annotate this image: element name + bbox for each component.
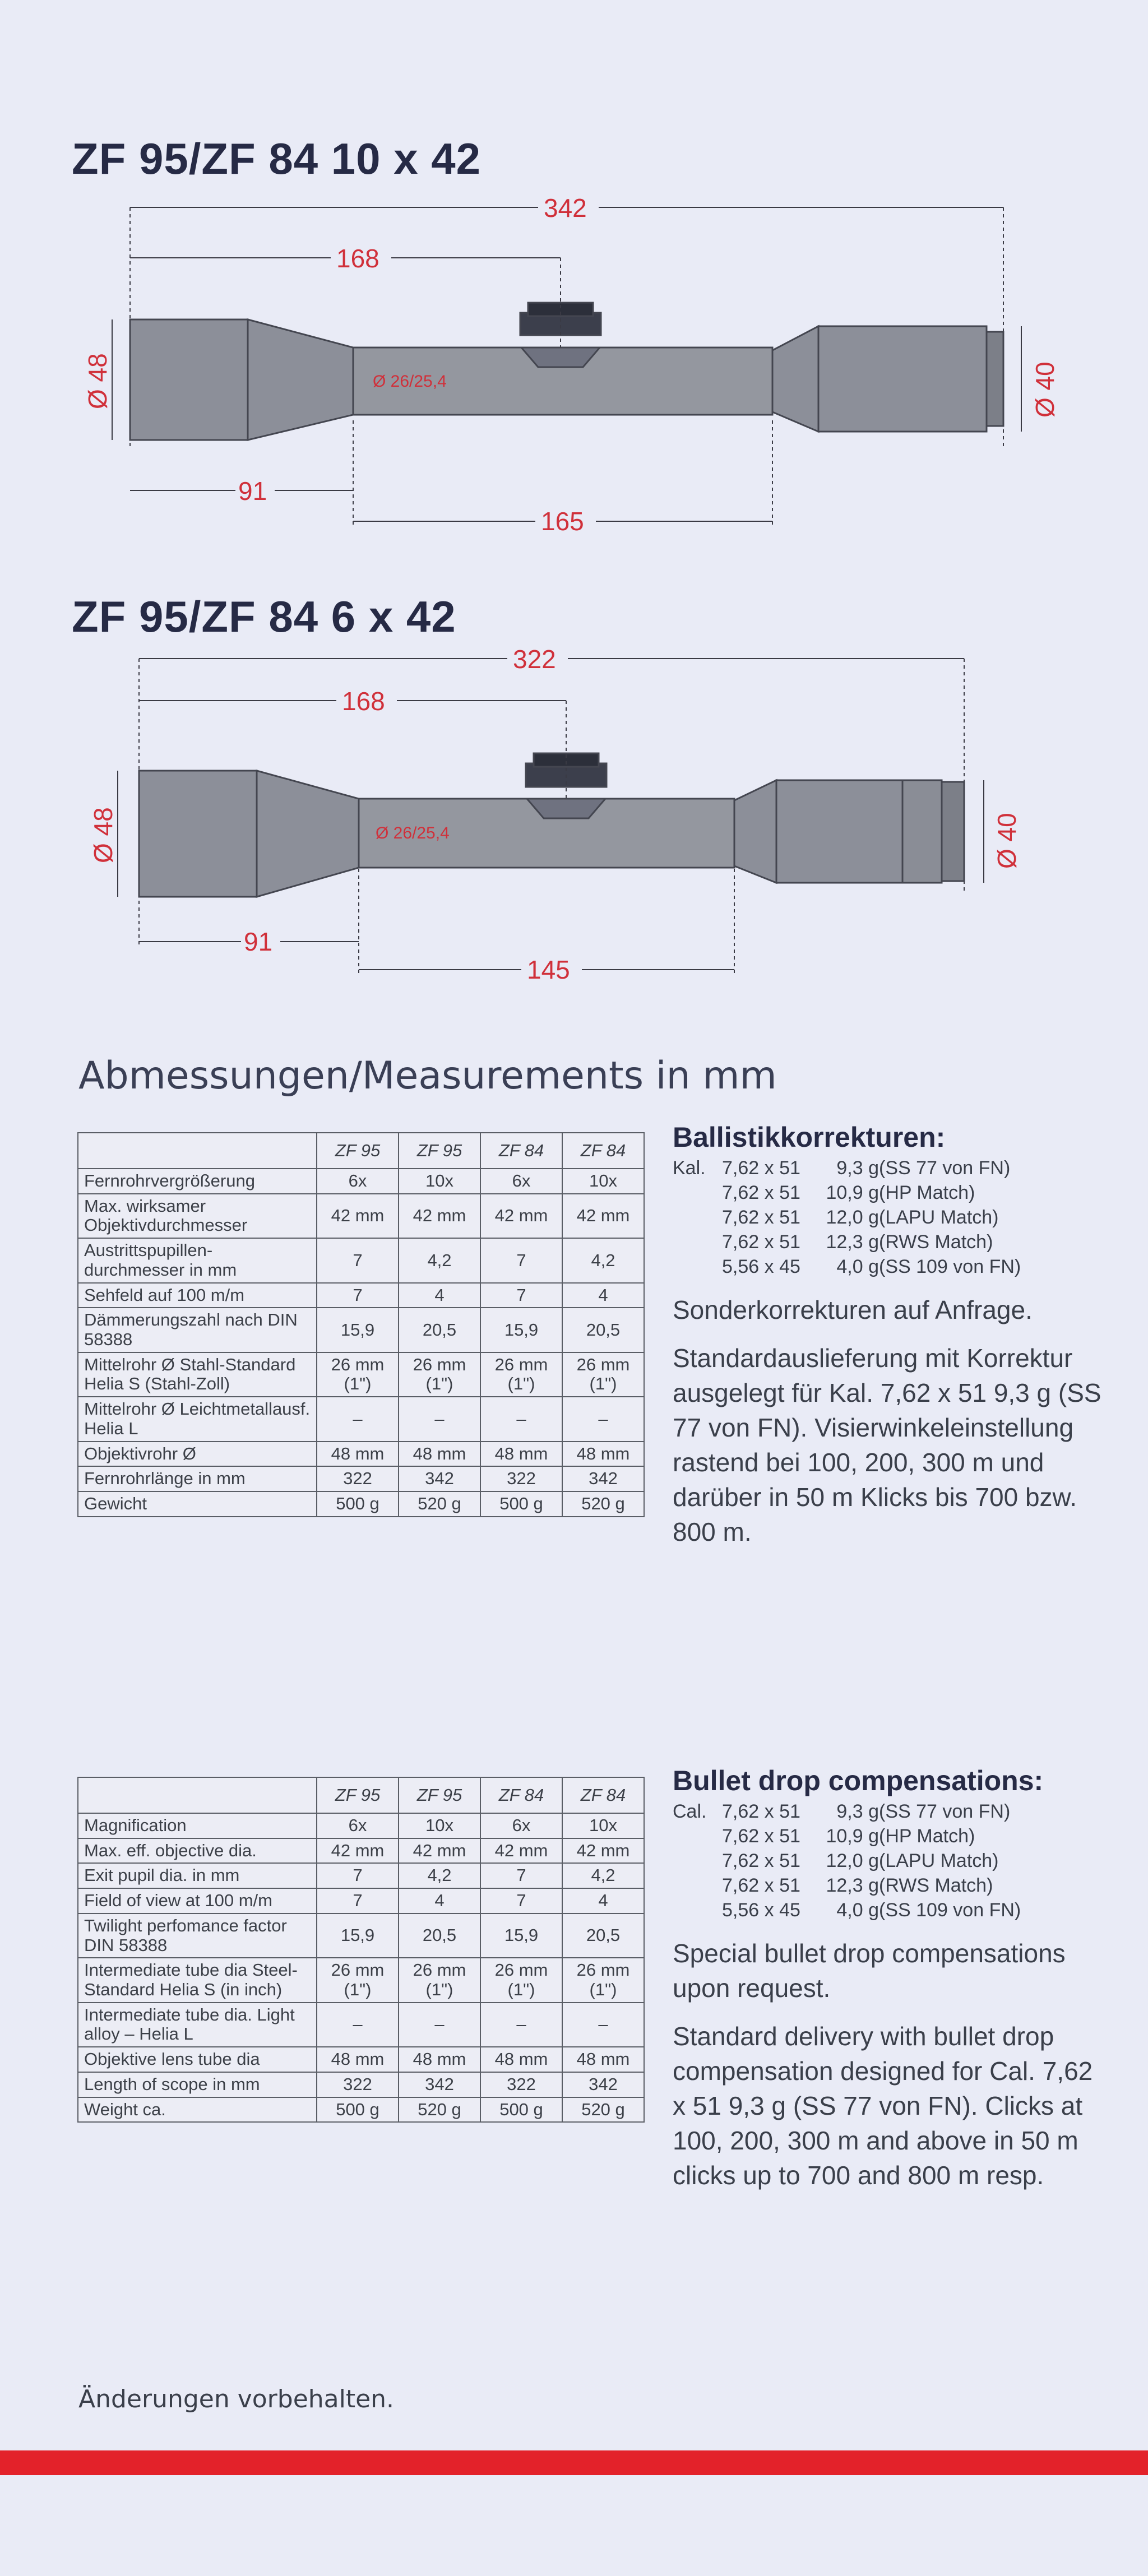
- table-row: [78, 1863, 644, 1888]
- ballistic-row: [673, 1799, 1110, 1824]
- table-row: [78, 1283, 644, 1308]
- caliber: 5,56 x 45: [722, 1899, 800, 1921]
- ammunition: (RWS Match): [879, 1875, 993, 1896]
- row-value: 26 mm (1"): [562, 1958, 644, 2002]
- ballistics-de: [673, 1121, 1110, 1549]
- row-value: 48 mm: [317, 1442, 399, 1467]
- dim-tube-length: 145: [527, 955, 570, 984]
- row-value: 48 mm: [399, 2047, 480, 2072]
- row-label: Max. eff. objective dia.: [78, 1838, 317, 1864]
- row-label: Intermediate tube dia. Light alloy – Helia L: [78, 2003, 317, 2047]
- row-value: –: [562, 2003, 644, 2047]
- column-header: ZF 84: [480, 1133, 562, 1169]
- bullet-weight: 9,3 g: [836, 1801, 879, 1822]
- row-value: 7: [317, 1863, 399, 1888]
- row-value: 6x: [317, 1169, 399, 1194]
- row-value: 4: [399, 1888, 480, 1914]
- table-row: [78, 2097, 644, 2123]
- ammunition: (HP Match): [879, 1182, 975, 1203]
- bullet-weight: 10,9 g: [826, 1826, 879, 1847]
- ballistic-row: [673, 1205, 1110, 1230]
- row-value: 10x: [399, 1813, 480, 1838]
- caliber: 7,62 x 51: [722, 1207, 800, 1228]
- row-value: 520 g: [562, 2097, 644, 2123]
- bullet-weight: 4,0 g: [836, 1256, 879, 1277]
- row-value: 26 mm (1"): [480, 1958, 562, 2002]
- caliber-prefix-spacer: [673, 1824, 722, 1848]
- table-row: [78, 1914, 644, 1958]
- scope-diagram-6x42: [0, 633, 1148, 992]
- table-row: [78, 1194, 644, 1238]
- row-value: 4,2: [399, 1863, 480, 1888]
- row-value: 322: [317, 2072, 399, 2097]
- ballistics-de-title: Ballistikkorrekturen:: [673, 1122, 946, 1153]
- row-label: Length of scope in mm: [78, 2072, 317, 2097]
- bullet-weight: 12,3 g: [826, 1875, 879, 1896]
- row-label: Field of view at 100 m/m: [78, 1888, 317, 1914]
- scope-diagram-10x42: [0, 185, 1148, 544]
- row-value: 342: [562, 1466, 644, 1491]
- caliber-prefix: Cal.: [673, 1801, 707, 1822]
- bullet-weight: 12,0 g: [826, 1850, 879, 1871]
- row-value: 42 mm: [317, 1194, 399, 1238]
- row-label: Twilight perfomance factor DIN 58388: [78, 1914, 317, 1958]
- measurements-heading: Abmessungen/Measurements in mm: [78, 1054, 777, 1098]
- row-value: –: [562, 1397, 644, 1441]
- row-value: 26 mm (1"): [480, 1352, 562, 1397]
- row-value: 4,2: [562, 1238, 644, 1282]
- ammunition: (LAPU Match): [879, 1207, 999, 1228]
- row-value: 500 g: [317, 2097, 399, 2123]
- ammunition: (SS 109 von FN): [879, 1899, 1021, 1921]
- dim-overall-length: 322: [513, 645, 556, 674]
- dim-objective-dia: Ø 48: [89, 807, 118, 863]
- row-value: 322: [317, 1466, 399, 1491]
- table-row: [78, 1169, 644, 1194]
- ballistic-row: [673, 1848, 1110, 1873]
- column-header: ZF 84: [562, 1777, 644, 1813]
- ballistic-row: [673, 1254, 1110, 1279]
- row-value: 10x: [399, 1169, 480, 1194]
- spec-table-en-body: [78, 1813, 644, 2122]
- row-value: 42 mm: [399, 1838, 480, 1864]
- ballistics-de-note: Sonderkorrekturen auf Anfrage.: [673, 1295, 1033, 1324]
- ballistic-row: [673, 1873, 1110, 1898]
- row-value: –: [317, 1397, 399, 1441]
- ballistics-de-standard: Standardauslieferung mit Korrektur ausgelegt für Kal. 7,62 x 51 9,3 g (SS 77 von FN). Visierwinkeleinstellung rastend bei 100, 200, 300 m und darüber in 50 m Klicks bis 700 bzw. 800 m.: [673, 1343, 1101, 1546]
- table-row: [78, 1491, 644, 1517]
- bullet-weight: 9,3 g: [836, 1157, 879, 1179]
- row-value: 26 mm (1"): [399, 1352, 480, 1397]
- row-value: –: [480, 1397, 562, 1441]
- row-value: 42 mm: [562, 1838, 644, 1864]
- row-value: 7: [317, 1888, 399, 1914]
- row-label: Fernrohrvergrößerung: [78, 1169, 317, 1194]
- row-label: Fernrohrlänge in mm: [78, 1466, 317, 1491]
- ammunition: (LAPU Match): [879, 1850, 999, 1871]
- row-value: 15,9: [317, 1914, 399, 1958]
- row-value: 4,2: [399, 1238, 480, 1282]
- row-value: 20,5: [562, 1914, 644, 1958]
- row-value: 4: [399, 1283, 480, 1308]
- row-value: 4: [562, 1283, 644, 1308]
- row-value: 42 mm: [562, 1194, 644, 1238]
- ballistic-row: [673, 1230, 1110, 1254]
- row-label: Gewicht: [78, 1491, 317, 1517]
- row-value: 6x: [317, 1813, 399, 1838]
- dim-objective-section: 91: [244, 927, 273, 956]
- row-value: 10x: [562, 1169, 644, 1194]
- column-header: ZF 95: [317, 1777, 399, 1813]
- table-row: [78, 1238, 644, 1282]
- row-value: 48 mm: [480, 1442, 562, 1467]
- scope-title-6x42: ZF 95/ZF 84 6 x 42: [72, 592, 456, 641]
- caliber-prefix-spacer: [673, 1230, 722, 1254]
- row-label: Objektive lens tube dia: [78, 2047, 317, 2072]
- row-value: 342: [399, 1466, 480, 1491]
- table-row: [78, 2003, 644, 2047]
- ballistic-row: [673, 1180, 1110, 1205]
- row-label: Austrittspupillen-durchmesser in mm: [78, 1238, 317, 1282]
- row-value: 15,9: [480, 1914, 562, 1958]
- row-label: Sehfeld auf 100 m/m: [78, 1283, 317, 1308]
- row-value: 42 mm: [399, 1194, 480, 1238]
- row-value: 500 g: [480, 2097, 562, 2123]
- ballistics-en-standard: Standard delivery with bullet drop compensation designed for Cal. 7,62 x 51 9,3 g (SS 77 von FN). Clicks at 100, 200, 300 m and above in 50 m clicks up to 700 and 800 m resp.: [673, 2022, 1093, 2190]
- corner-cell: [78, 1133, 317, 1169]
- row-value: 322: [480, 1466, 562, 1491]
- caliber-prefix-spacer: [673, 1205, 722, 1230]
- column-header: ZF 95: [399, 1133, 480, 1169]
- caliber-prefix-spacer: [673, 1848, 722, 1873]
- bullet-weight: 10,9 g: [826, 1182, 879, 1203]
- caliber-prefix: Kal.: [673, 1157, 706, 1179]
- row-value: 48 mm: [562, 1442, 644, 1467]
- row-value: 520 g: [399, 1491, 480, 1517]
- row-value: 48 mm: [399, 1442, 480, 1467]
- row-label: Max. wirksamer Objektivdurchmesser: [78, 1194, 317, 1238]
- table-row: [78, 1466, 644, 1491]
- column-header: ZF 84: [562, 1133, 644, 1169]
- ballistics-en-note: Special bullet drop compensations upon request.: [673, 1939, 1066, 2003]
- dim-to-turret: 168: [342, 687, 385, 716]
- ammunition: (HP Match): [879, 1826, 975, 1847]
- row-value: 520 g: [562, 1491, 644, 1517]
- dim-center-tube-dia: Ø 26/25,4: [373, 372, 447, 391]
- row-value: 7: [480, 1238, 562, 1282]
- bullet-weight: 12,0 g: [826, 1207, 879, 1228]
- corner-cell: [78, 1777, 317, 1813]
- row-value: 322: [480, 2072, 562, 2097]
- bullet-weight: 12,3 g: [826, 1231, 879, 1253]
- row-value: –: [317, 2003, 399, 2047]
- ammunition: (SS 77 von FN): [879, 1157, 1011, 1179]
- row-value: 7: [480, 1863, 562, 1888]
- row-value: 7: [480, 1283, 562, 1308]
- row-value: 15,9: [480, 1308, 562, 1352]
- dim-eyepiece-dia: Ø 40: [1030, 362, 1059, 418]
- caliber-prefix-spacer: [673, 1254, 722, 1279]
- dim-objective-section: 91: [238, 476, 267, 506]
- row-value: 7: [480, 1888, 562, 1914]
- row-label: Mittelrohr Ø Stahl-Standard Helia S (Stahl-Zoll): [78, 1352, 317, 1397]
- spec-table-de-body: [78, 1169, 644, 1517]
- row-value: 42 mm: [317, 1838, 399, 1864]
- table-row: [78, 1838, 644, 1864]
- table-row: [78, 1397, 644, 1441]
- dim-to-turret: 168: [336, 244, 379, 273]
- row-value: 48 mm: [317, 2047, 399, 2072]
- ammunition: (SS 77 von FN): [879, 1801, 1011, 1822]
- row-value: 7: [317, 1238, 399, 1282]
- spec-table-de: [77, 1132, 645, 1517]
- red-accent-bar: [0, 2450, 1148, 2475]
- ballistic-row: [673, 1824, 1110, 1848]
- column-header: ZF 84: [480, 1777, 562, 1813]
- dim-center-tube-dia: Ø 26/25,4: [376, 824, 450, 842]
- dim-objective-dia: Ø 48: [83, 353, 112, 409]
- bullet-weight: 4,0 g: [836, 1899, 879, 1921]
- caliber: 7,62 x 51: [722, 1231, 800, 1253]
- row-value: 500 g: [317, 1491, 399, 1517]
- row-value: –: [399, 1397, 480, 1441]
- dim-overall-length: 342: [544, 193, 587, 223]
- table-row: [78, 1308, 644, 1352]
- column-header: ZF 95: [317, 1133, 399, 1169]
- dim-tube-length: 165: [541, 507, 584, 536]
- row-value: 342: [562, 2072, 644, 2097]
- row-value: 15,9: [317, 1308, 399, 1352]
- row-label: Mittelrohr Ø Leichtmetallausf. Helia L: [78, 1397, 317, 1441]
- ballistics-en-title: Bullet drop compensations:: [673, 1765, 1044, 1796]
- row-value: 26 mm (1"): [399, 1958, 480, 2002]
- spec-table-en: [77, 1777, 645, 2123]
- table-row: [78, 1958, 644, 2002]
- row-value: 48 mm: [480, 2047, 562, 2072]
- row-label: Magnification: [78, 1813, 317, 1838]
- caliber: 7,62 x 51: [722, 1157, 800, 1179]
- row-value: 4: [562, 1888, 644, 1914]
- row-value: 4,2: [562, 1863, 644, 1888]
- row-value: 10x: [562, 1813, 644, 1838]
- scope-title-10x42: ZF 95/ZF 84 10 x 42: [72, 134, 482, 183]
- caliber-prefix-spacer: [673, 1898, 722, 1922]
- table-row: [78, 1442, 644, 1467]
- column-header: ZF 95: [399, 1777, 480, 1813]
- footnote: Änderungen vorbehalten.: [78, 2385, 395, 2413]
- table-row: [78, 2072, 644, 2097]
- ballistics-en: [673, 1764, 1110, 2193]
- row-label: Intermediate tube dia Steel-Standard Helia S (in inch): [78, 1958, 317, 2002]
- row-value: 42 mm: [480, 1194, 562, 1238]
- ammunition: (SS 109 von FN): [879, 1256, 1021, 1277]
- row-value: 26 mm (1"): [562, 1352, 644, 1397]
- caliber: 7,62 x 51: [722, 1875, 800, 1896]
- row-value: –: [480, 2003, 562, 2047]
- row-value: 48 mm: [562, 2047, 644, 2072]
- ballistics-de-list: [673, 1156, 1110, 1279]
- row-value: 20,5: [399, 1308, 480, 1352]
- caliber: 7,62 x 51: [722, 1826, 800, 1847]
- caliber: 7,62 x 51: [722, 1850, 800, 1871]
- row-value: 500 g: [480, 1491, 562, 1517]
- caliber: 7,62 x 51: [722, 1801, 800, 1822]
- row-value: 520 g: [399, 2097, 480, 2123]
- ammunition: (RWS Match): [879, 1231, 993, 1253]
- ballistic-row: [673, 1898, 1110, 1922]
- caliber: 7,62 x 51: [722, 1182, 800, 1203]
- row-value: 26 mm (1"): [317, 1352, 399, 1397]
- row-label: Weight ca.: [78, 2097, 317, 2123]
- table-row: [78, 1888, 644, 1914]
- row-value: 6x: [480, 1169, 562, 1194]
- ballistic-row: [673, 1156, 1110, 1180]
- table-row: [78, 1352, 644, 1397]
- row-value: 20,5: [399, 1914, 480, 1958]
- row-label: Objektivrohr Ø: [78, 1442, 317, 1467]
- caliber-prefix-spacer: [673, 1873, 722, 1898]
- row-value: 7: [317, 1283, 399, 1308]
- table-row: [78, 1813, 644, 1838]
- row-value: 342: [399, 2072, 480, 2097]
- table-row: [78, 2047, 644, 2072]
- caliber: 5,56 x 45: [722, 1256, 800, 1277]
- row-value: 42 mm: [480, 1838, 562, 1864]
- ballistics-en-list: [673, 1799, 1110, 1922]
- row-value: 20,5: [562, 1308, 644, 1352]
- row-label: Dämmerungszahl nach DIN 58388: [78, 1308, 317, 1352]
- caliber-prefix-spacer: [673, 1180, 722, 1205]
- dim-eyepiece-dia: Ø 40: [992, 813, 1021, 869]
- row-value: 6x: [480, 1813, 562, 1838]
- row-label: Exit pupil dia. in mm: [78, 1863, 317, 1888]
- row-value: –: [399, 2003, 480, 2047]
- row-value: 26 mm (1"): [317, 1958, 399, 2002]
